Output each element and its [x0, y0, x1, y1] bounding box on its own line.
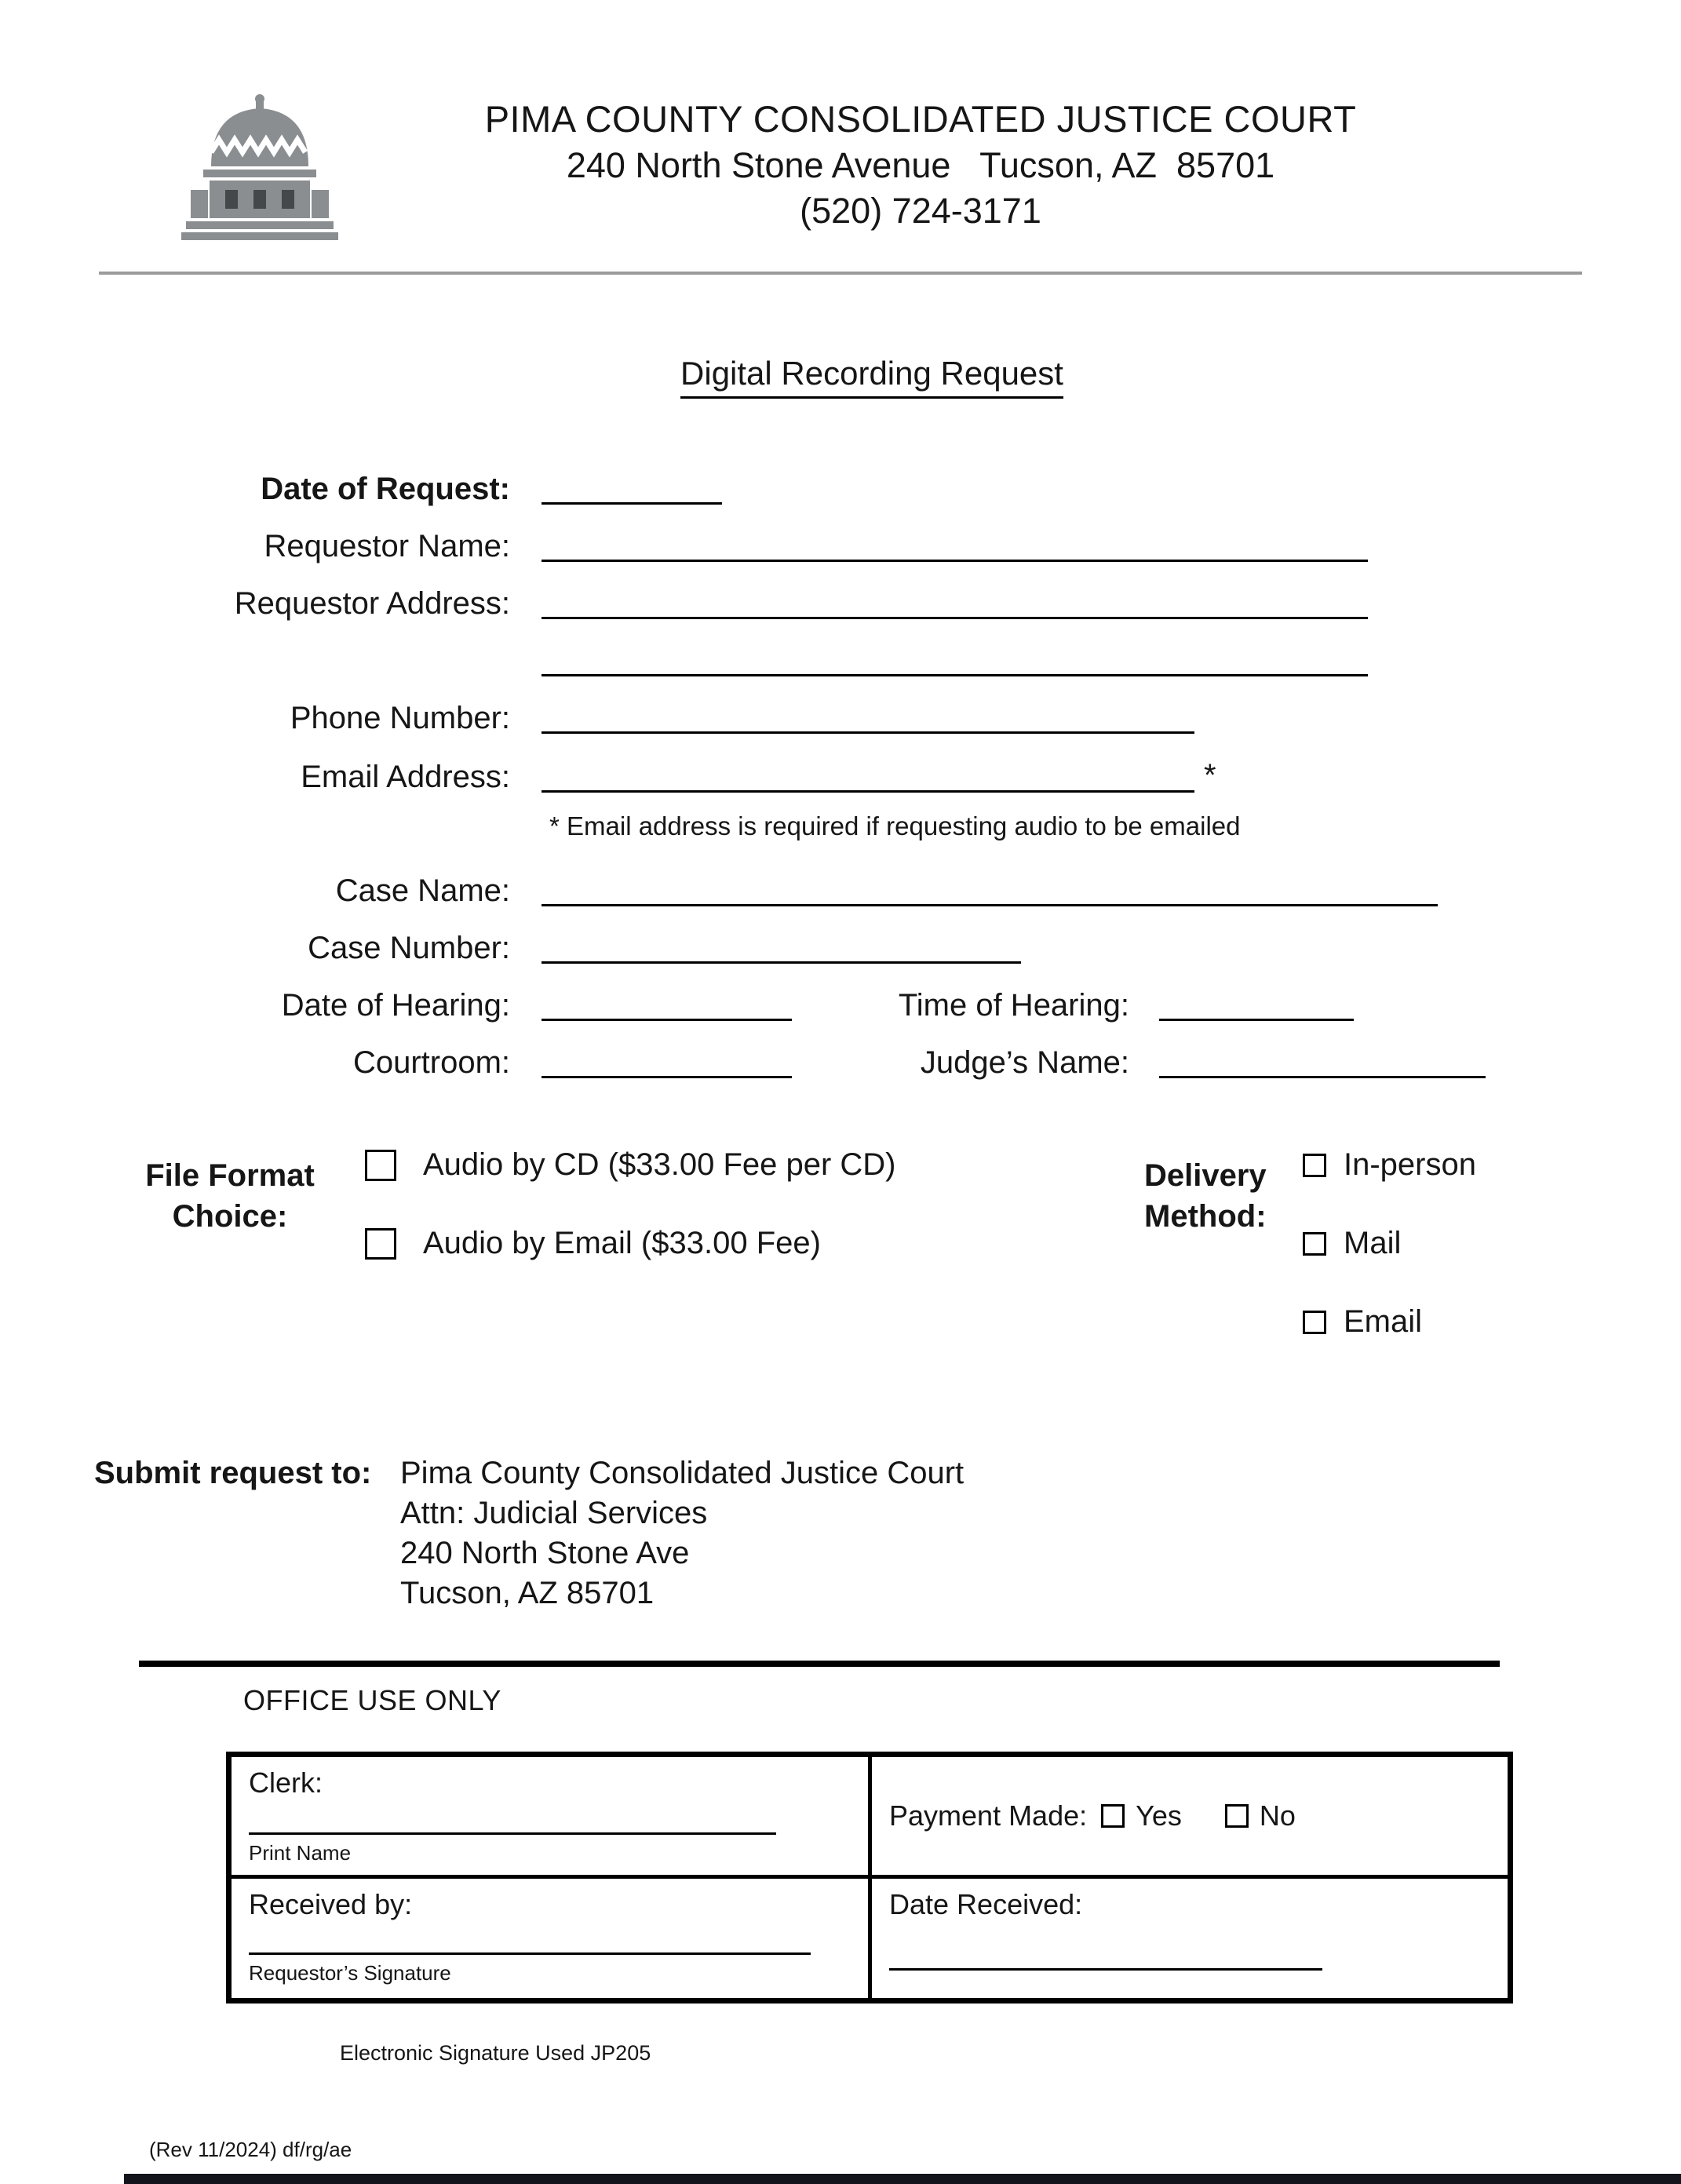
date-received-field[interactable] [889, 1968, 1322, 1971]
delivery-inperson-checkbox[interactable] [1303, 1154, 1326, 1177]
date-of-hearing-field[interactable] [541, 1019, 792, 1021]
audio-email-option-label: Audio by Email ($33.00 Fee) [423, 1226, 821, 1260]
case-number-row [94, 930, 1681, 966]
delivery-inperson-label: In-person [1344, 1147, 1476, 1182]
payment-no-label: No [1259, 1799, 1296, 1832]
date-of-request-field[interactable] [541, 502, 722, 505]
submit-to-line-3: 240 North Stone Ave [400, 1536, 690, 1570]
submit-to-label: Submit request to: [94, 1456, 372, 1490]
case-name-label: Case Name: [335, 873, 510, 908]
office-section-divider [139, 1661, 1500, 1667]
judges-name-label: Judge’s Name: [920, 1045, 1129, 1080]
audio-email-option [365, 1226, 896, 1261]
requestor-name-field[interactable] [541, 560, 1368, 562]
delivery-mail-option [1303, 1226, 1476, 1261]
submit-to-section [94, 1453, 1681, 1613]
court-address: 240 North Stone Avenue Tucson, AZ 85701 [566, 145, 1275, 186]
date-of-hearing-label: Date of Hearing: [281, 988, 510, 1023]
audio-cd-checkbox[interactable] [365, 1150, 396, 1181]
courtroom-judge-row [94, 1045, 1681, 1081]
print-name-caption: Print Name [249, 1841, 352, 1865]
requestor-address-row [94, 585, 1681, 622]
time-of-hearing-label: Time of Hearing: [898, 988, 1129, 1023]
electronic-signature-note: Electronic Signature Used JP205 [340, 2041, 651, 2065]
case-name-row [94, 873, 1681, 909]
payment-yes-checkbox[interactable] [1101, 1804, 1125, 1828]
delivery-email-checkbox[interactable] [1303, 1311, 1326, 1334]
delivery-method-options [1303, 1147, 1476, 1383]
form-title: Digital Recording Request [680, 355, 1063, 399]
court-phone: (520) 724-3171 [800, 190, 1041, 231]
email-required-note: * Email address is required if requesting audio to be emailed [549, 811, 1241, 840]
header-text-block [341, 91, 1501, 233]
choices-section [0, 1147, 1681, 1406]
email-address-row [94, 757, 1681, 795]
file-format-options [365, 1147, 896, 1304]
submit-to-line-1: Pima County Consolidated Justice Court [400, 1456, 964, 1490]
payment-yes-label: Yes [1136, 1799, 1182, 1832]
email-required-asterisk: * [1204, 758, 1216, 793]
delivery-heading-line2: Method: [1144, 1199, 1267, 1234]
header-divider [99, 272, 1582, 275]
form-title-wrap [63, 355, 1681, 399]
clerk-label: Clerk: [249, 1767, 323, 1799]
clerk-cell [232, 1757, 872, 1879]
hearing-date-time-row [94, 987, 1681, 1023]
case-number-field[interactable] [541, 961, 1021, 964]
revision-note: (Rev 11/2024) df/rg/ae [149, 2138, 352, 2161]
request-form [94, 471, 1681, 1081]
email-address-field[interactable] [541, 790, 1194, 793]
page-bottom-edge [124, 2174, 1681, 2184]
audio-cd-option-label: Audio by CD ($33.00 Fee per CD) [423, 1147, 896, 1182]
submit-to-line-2: Attn: Judicial Services [400, 1496, 708, 1530]
requestor-address-label: Requestor Address: [234, 586, 510, 621]
requestor-address-field[interactable] [541, 617, 1368, 619]
submit-to-address [400, 1453, 964, 1613]
phone-number-row [94, 700, 1681, 736]
delivery-mail-checkbox[interactable] [1303, 1232, 1326, 1256]
office-use-only-heading: OFFICE USE ONLY [243, 1684, 501, 1716]
date-of-request-label: Date of Request: [261, 472, 510, 506]
court-name: PIMA COUNTY CONSOLIDATED JUSTICE COURT [484, 98, 1357, 140]
requestor-name-row [94, 528, 1681, 564]
submit-to-line-4: Tucson, AZ 85701 [400, 1576, 655, 1610]
payment-no-checkbox[interactable] [1225, 1804, 1249, 1828]
phone-number-field[interactable] [541, 731, 1194, 734]
payment-cell [872, 1757, 1508, 1879]
date-received-label: Date Received: [889, 1888, 1083, 1920]
requestor-name-label: Requestor Name: [264, 529, 510, 563]
courtroom-label: Courtroom: [352, 1045, 510, 1080]
delivery-mail-label: Mail [1344, 1226, 1402, 1260]
file-format-heading-line1: File Format [145, 1158, 315, 1193]
page-header [0, 0, 1681, 248]
courthouse-dome-icon [179, 91, 341, 248]
case-number-label: Case Number: [308, 931, 510, 965]
delivery-email-option [1303, 1304, 1476, 1340]
audio-cd-option [365, 1147, 896, 1183]
delivery-heading-line1: Delivery [1144, 1158, 1267, 1193]
phone-number-label: Phone Number: [290, 701, 510, 735]
clerk-name-field[interactable] [249, 1832, 776, 1835]
received-by-signature-field[interactable] [249, 1952, 811, 1955]
case-name-field[interactable] [541, 904, 1438, 906]
delivery-method-heading [1144, 1155, 1301, 1237]
office-use-table [226, 1752, 1513, 2004]
delivery-email-label: Email [1344, 1304, 1423, 1339]
time-of-hearing-field[interactable] [1159, 1019, 1354, 1021]
file-format-heading-line2: Choice: [172, 1199, 288, 1234]
date-received-cell [872, 1879, 1508, 1998]
requestor-address-row-2 [94, 643, 1681, 679]
payment-made-label: Payment Made: [889, 1799, 1088, 1832]
email-address-label: Email Address: [301, 760, 510, 794]
file-format-choice-heading [132, 1155, 328, 1237]
requestor-signature-caption: Requestor’s Signature [249, 1961, 451, 1985]
date-of-request-row [94, 471, 1681, 507]
delivery-inperson-option [1303, 1147, 1476, 1183]
audio-email-checkbox[interactable] [365, 1228, 396, 1260]
requestor-address-field-2[interactable] [541, 674, 1368, 676]
received-by-cell [232, 1879, 872, 1998]
judges-name-field[interactable] [1159, 1076, 1486, 1078]
courtroom-field[interactable] [541, 1076, 792, 1078]
received-by-label: Received by: [249, 1888, 413, 1920]
